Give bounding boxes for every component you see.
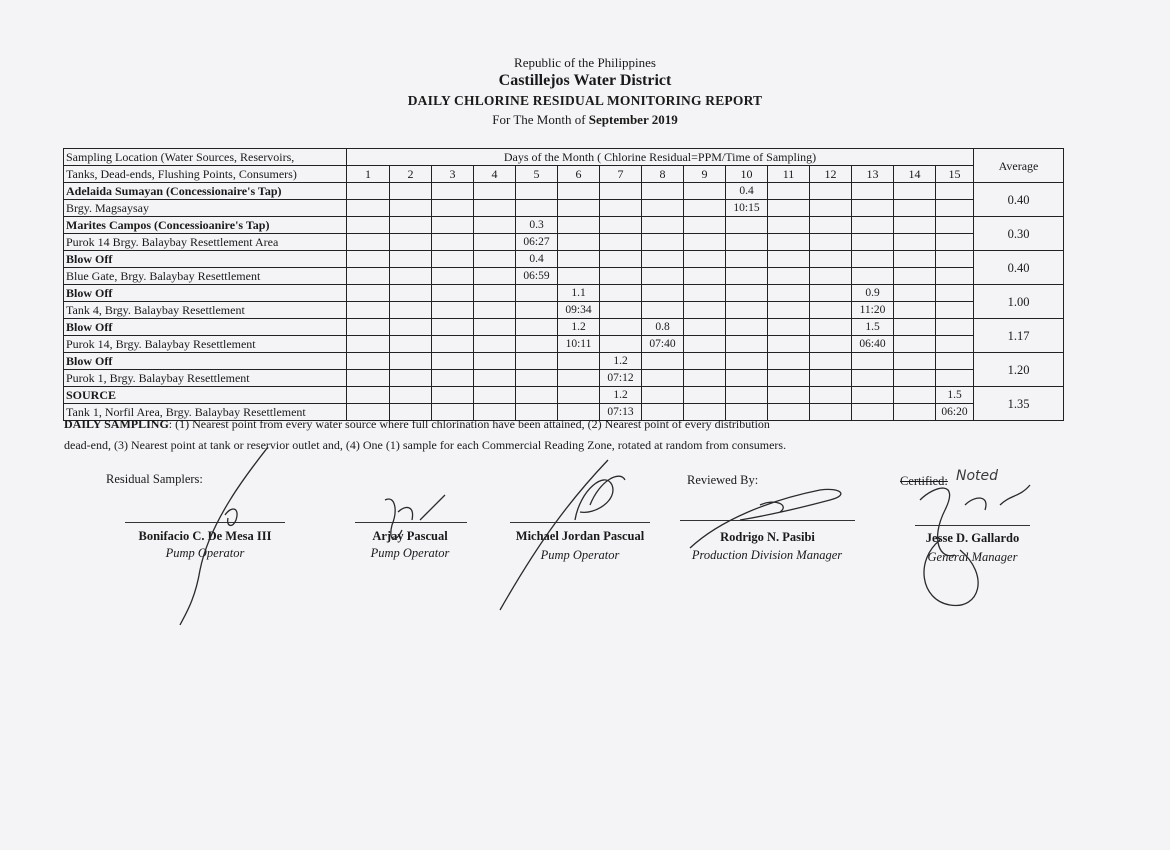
ppm-cell-day-7: 1.2 [600,387,642,404]
day-header-2: 2 [390,166,432,183]
sampling-note-text-1: : (1) Nearest point from every water source where full chlorination have been attained, (2) Nearest point of every distribution [168,417,770,431]
ppm-cell-day-15: 1.5 [936,387,974,404]
handwritten-noted: Noted [956,468,999,484]
month-prefix: For The Month of [492,112,589,127]
site-name: Adelaida Sumayan (Concessionaire's Tap) [64,183,347,200]
signatory-title-4: Production Division Manager [691,548,843,562]
time-cell-day-10: 10:15 [726,200,768,217]
day-header-3: 3 [432,166,474,183]
day-header-1: 1 [347,166,390,183]
time-cell-day-6: 09:34 [558,302,600,319]
day-header-11: 11 [768,166,810,183]
signatory-name-5: Jesse D. Gallardo [925,531,1020,545]
day-header-8: 8 [642,166,684,183]
day-header-4: 4 [474,166,516,183]
average-cell: 1.00 [974,285,1064,319]
district-name: Castillejos Water District [498,72,672,89]
site-location: Purok 14, Brgy. Balaybay Resettlement [64,336,347,353]
ppm-cell-day-10: 0.4 [726,183,768,200]
site-location: Blue Gate, Brgy. Balaybay Resettlement [64,268,347,285]
signature-michael [500,460,625,610]
day-header-13: 13 [852,166,894,183]
day-header-6: 6 [558,166,600,183]
signature-bonifacio [180,447,268,625]
ppm-cell-day-5: 0.4 [516,251,558,268]
site-name: Marites Campos (Concessioanire's Tap) [64,217,347,234]
month-value: September 2019 [588,112,678,127]
average-cell: 1.20 [974,353,1064,387]
certified-label: Certified: [900,474,948,488]
day-header-9: 9 [684,166,726,183]
site-name: Blow Off [64,319,347,336]
signatory-name-2: Arjay Pascual [372,529,448,543]
sampling-note-label: DAILY SAMPLING [64,417,169,431]
ppm-cell-day-5: 0.3 [516,217,558,234]
signatory-name-4: Rodrigo N. Pasibi [720,530,815,544]
republic-heading: Republic of the Philippines [514,55,656,70]
residual-samplers-label: Residual Samplers: [106,472,203,486]
site-location: Purok 1, Brgy. Balaybay Resettlement [64,370,347,387]
average-cell: 0.30 [974,217,1064,251]
time-cell-day-7: 07:13 [600,404,642,421]
time-cell-day-5: 06:27 [516,234,558,251]
report-title: DAILY CHLORINE RESIDUAL MONITORING REPORT [407,93,763,108]
signatory-title-3: Pump Operator [540,548,620,562]
reviewed-by-label: Reviewed By: [687,473,759,487]
ppm-cell-day-13: 0.9 [852,285,894,302]
site-location: Purok 14 Brgy. Balaybay Resettlement Area [64,234,347,251]
time-cell-day-15: 06:20 [936,404,974,421]
time-cell-day-6: 10:11 [558,336,600,353]
ppm-cell-day-8: 0.8 [642,319,684,336]
day-header-12: 12 [810,166,852,183]
location-header-line-2: Tanks, Dead-ends, Flushing Points, Consumers) [64,166,347,183]
signatory-title-1: Pump Operator [165,546,245,560]
average-cell: 1.17 [974,319,1064,353]
site-name: Blow Off [64,251,347,268]
sampling-note-line-2: dead-end, (3) Nearest point at tank or reservior outlet and, (4) One (1) sample for each Commercial Reading Zone, rotated at random from consumers. [64,438,787,452]
ppm-cell-day-6: 1.1 [558,285,600,302]
average-cell: 0.40 [974,251,1064,285]
site-location: Brgy. Magsaysay [64,200,347,217]
time-cell-day-5: 06:59 [516,268,558,285]
time-cell-day-8: 07:40 [642,336,684,353]
signatory-name-1: Bonifacio C. De Mesa III [138,529,272,543]
days-header: Days of the Month ( Chlorine Residual=PPM/Time of Sampling) [347,149,974,166]
day-header-5: 5 [516,166,558,183]
day-header-14: 14 [894,166,936,183]
ppm-cell-day-13: 1.5 [852,319,894,336]
ppm-cell-day-7: 1.2 [600,353,642,370]
signature-jesse [920,485,1030,605]
time-cell-day-13: 06:40 [852,336,894,353]
signatory-name-3: Michael Jordan Pascual [515,529,645,543]
signature-rodrigo [690,489,841,548]
site-name: SOURCE [64,387,347,404]
signatory-title-2: Pump Operator [370,546,450,560]
site-name: Blow Off [64,353,347,370]
day-header-10: 10 [726,166,768,183]
average-cell: 1.35 [974,387,1064,421]
site-location: Tank 4, Brgy. Balaybay Resettlement [64,302,347,319]
site-location: Tank 1, Norfil Area, Brgy. Balaybay Resettlement [64,404,347,421]
time-cell-day-7: 07:12 [600,370,642,387]
average-cell: 0.40 [974,183,1064,217]
time-cell-day-13: 11:20 [852,302,894,319]
day-header-15: 15 [936,166,974,183]
signature-arjay [385,495,445,539]
ppm-cell-day-6: 1.2 [558,319,600,336]
average-header: Average [974,149,1064,183]
signatory-title-5: General Manager [927,550,1018,564]
location-header-line-1: Sampling Location (Water Sources, Reservoirs, [64,149,347,166]
day-header-7: 7 [600,166,642,183]
site-name: Blow Off [64,285,347,302]
